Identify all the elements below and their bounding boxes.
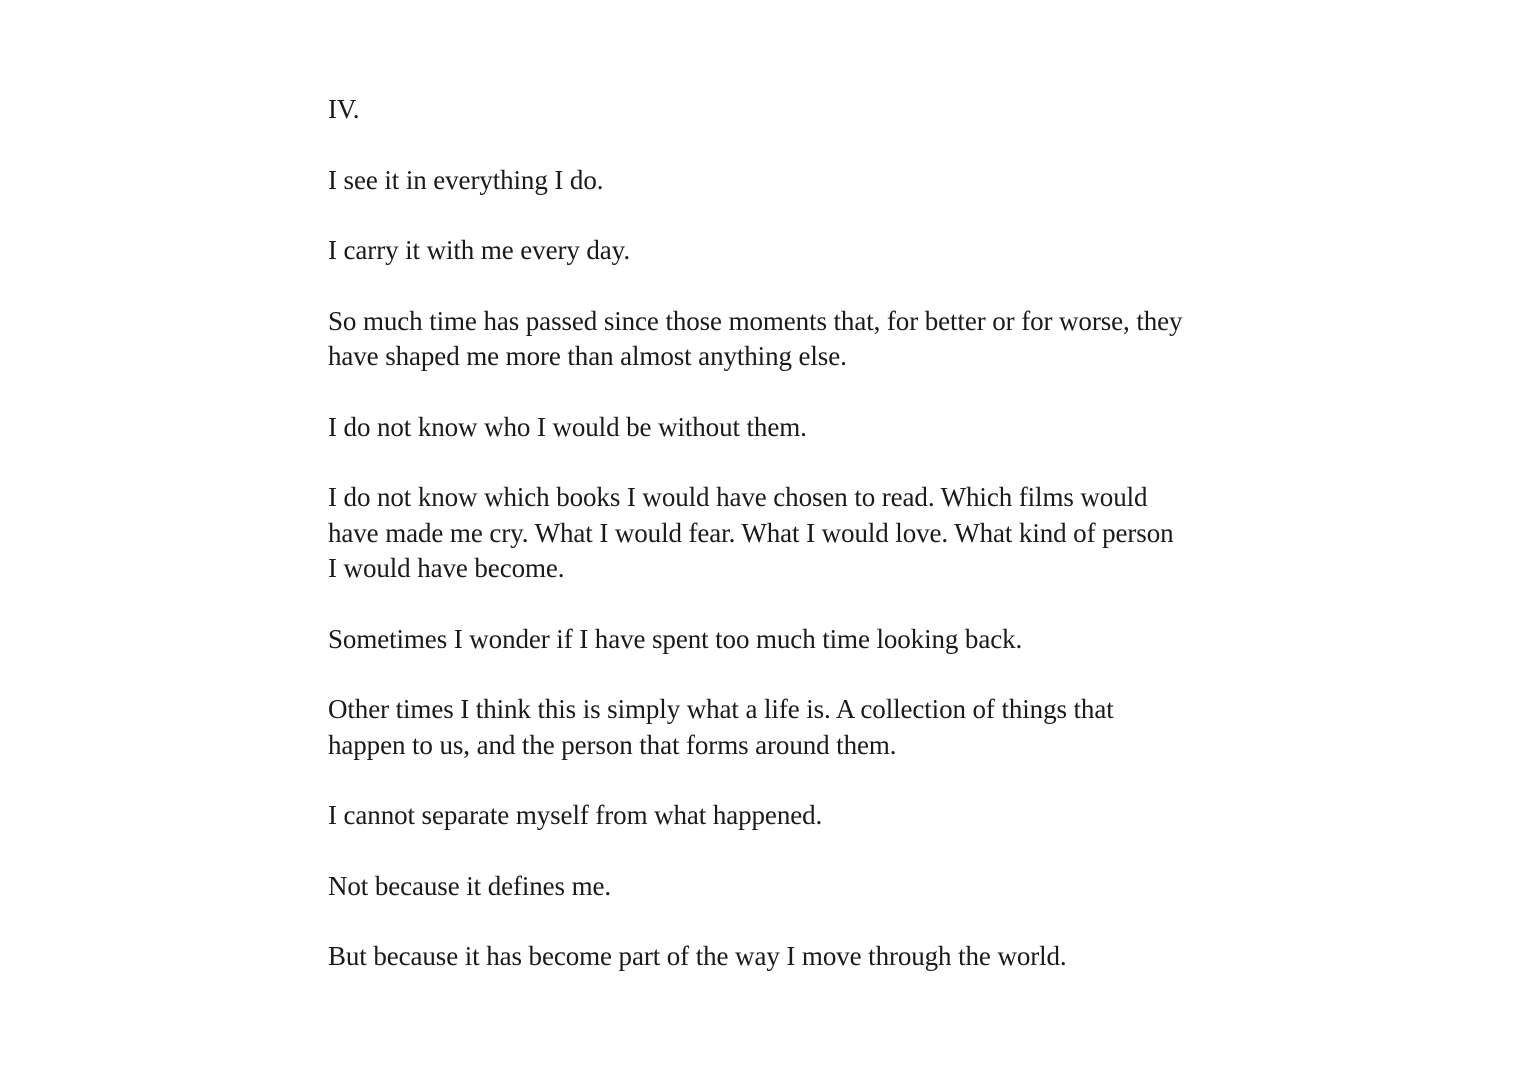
document-body bbox=[328, 92, 1188, 975]
paragraph: I do not know which books I would have chosen to read. Which films would have made me cry. What I would fear. What I would love. What kind of person I would have become. bbox=[328, 482, 1174, 583]
paragraph: Other times I think this is simply what a life is. A collection of things that happen to us, and the person that forms around them. bbox=[328, 694, 1114, 760]
paragraph: Not because it defines me. bbox=[328, 870, 612, 901]
paragraph: I carry it with me every day. bbox=[328, 235, 630, 265]
section-heading: IV. bbox=[328, 94, 360, 124]
paragraph: Sometimes I wonder if I have spent too much time looking back. bbox=[328, 623, 1023, 654]
paragraph: But because it has become part of the way I move through the world. bbox=[328, 941, 1067, 971]
paragraph: I see it in everything I do. bbox=[328, 164, 604, 195]
paragraph: So much time has passed since those moments that, for better or for worse, they have shaped me more than almost anything else. bbox=[328, 305, 1183, 371]
paragraph: I do not know who I would be without them. bbox=[328, 411, 807, 442]
paragraph: I cannot separate myself from what happened. bbox=[328, 800, 823, 830]
